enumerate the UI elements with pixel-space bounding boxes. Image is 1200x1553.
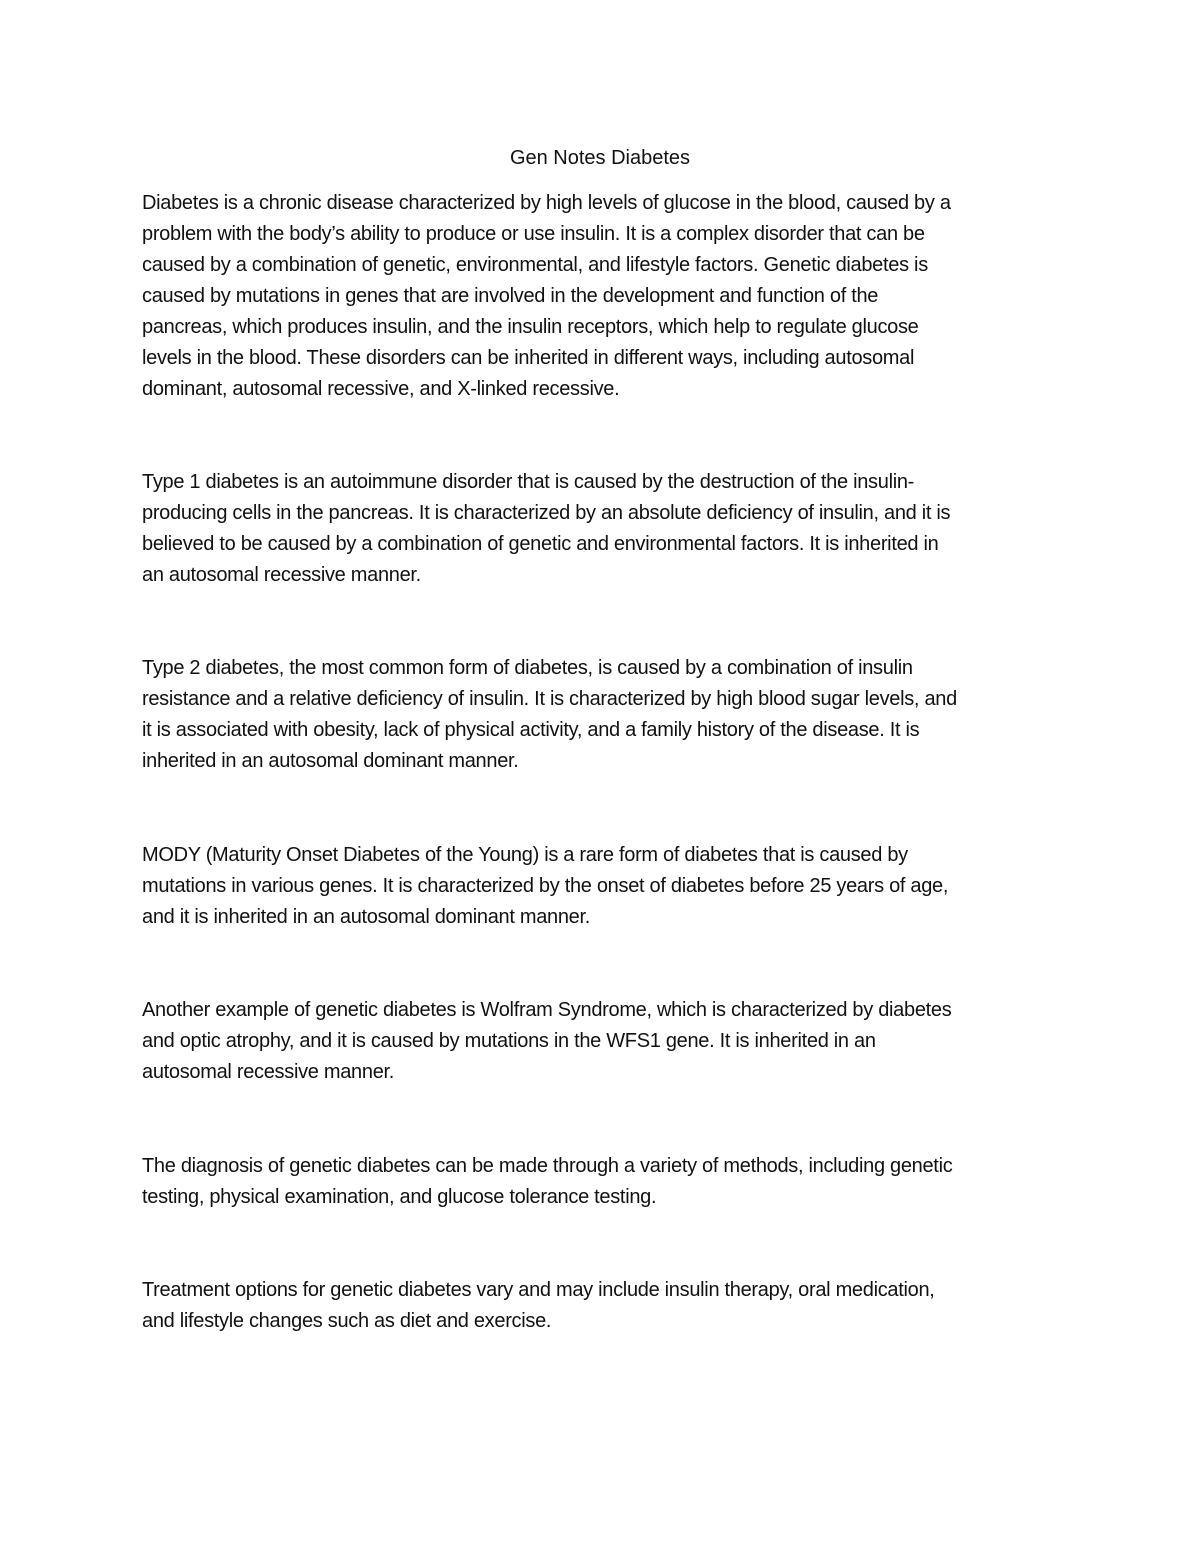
paragraph-type-2: Type 2 diabetes, the most common form of diabetes, is caused by a combination of insulin resistance and a relative deficiency of insulin. It is characterized by high blood sugar levels, and it is associated with obesity, lack of physical activity, and a family history of the disease. It is inherited in an autosomal dominant manner. <box>142 657 957 772</box>
paragraph-treatment: Treatment options for genetic diabetes vary and may include insulin therapy, oral medication, and lifestyle changes such as diet and exercise. <box>142 1279 935 1332</box>
paragraph-diagnosis: The diagnosis of genetic diabetes can be made through a variety of methods, including genetic testing, physical examination, and glucose tolerance testing. <box>142 1155 953 1208</box>
paragraph-mody: MODY (Maturity Onset Diabetes of the Young) is a rare form of diabetes that is caused by mutations in various genes. It is characterized by the onset of diabetes before 25 years of age, and it is inherited in an autosomal dominant manner. <box>142 844 949 928</box>
paragraph-wolfram-syndrome: Another example of genetic diabetes is Wolfram Syndrome, which is characterized by diabetes and optic atrophy, and it is caused by mutations in the WFS1 gene. It is inherited in an autosomal recessive manner. <box>142 999 952 1083</box>
document-title: Gen Notes Diabetes <box>509 147 691 169</box>
paragraph-overview: Diabetes is a chronic disease characterized by high levels of glucose in the blood, caused by a problem with the body’s ability to produce or use insulin. It is a complex disorder that can be caused by a combination of genetic, environmental, and lifestyle factors. Genetic diabetes is caused by mutations in genes that are involved in the development and function of the pancreas, which produces insulin, and the insulin receptors, which help to regulate glucose levels in the blood. These disorders can be inherited in different ways, including autosomal dominant, autosomal recessive, and X-linked recessive. <box>142 192 951 400</box>
paragraph-type-1: Type 1 diabetes is an autoimmune disorder that is caused by the destruction of the insulin- producing cells in the pancreas. It is characterized by an absolute deficiency of insulin, and it is believed to be caused by a combination of genetic and environmental factors. It is inherited in an autosomal recessive manner. <box>142 471 951 586</box>
